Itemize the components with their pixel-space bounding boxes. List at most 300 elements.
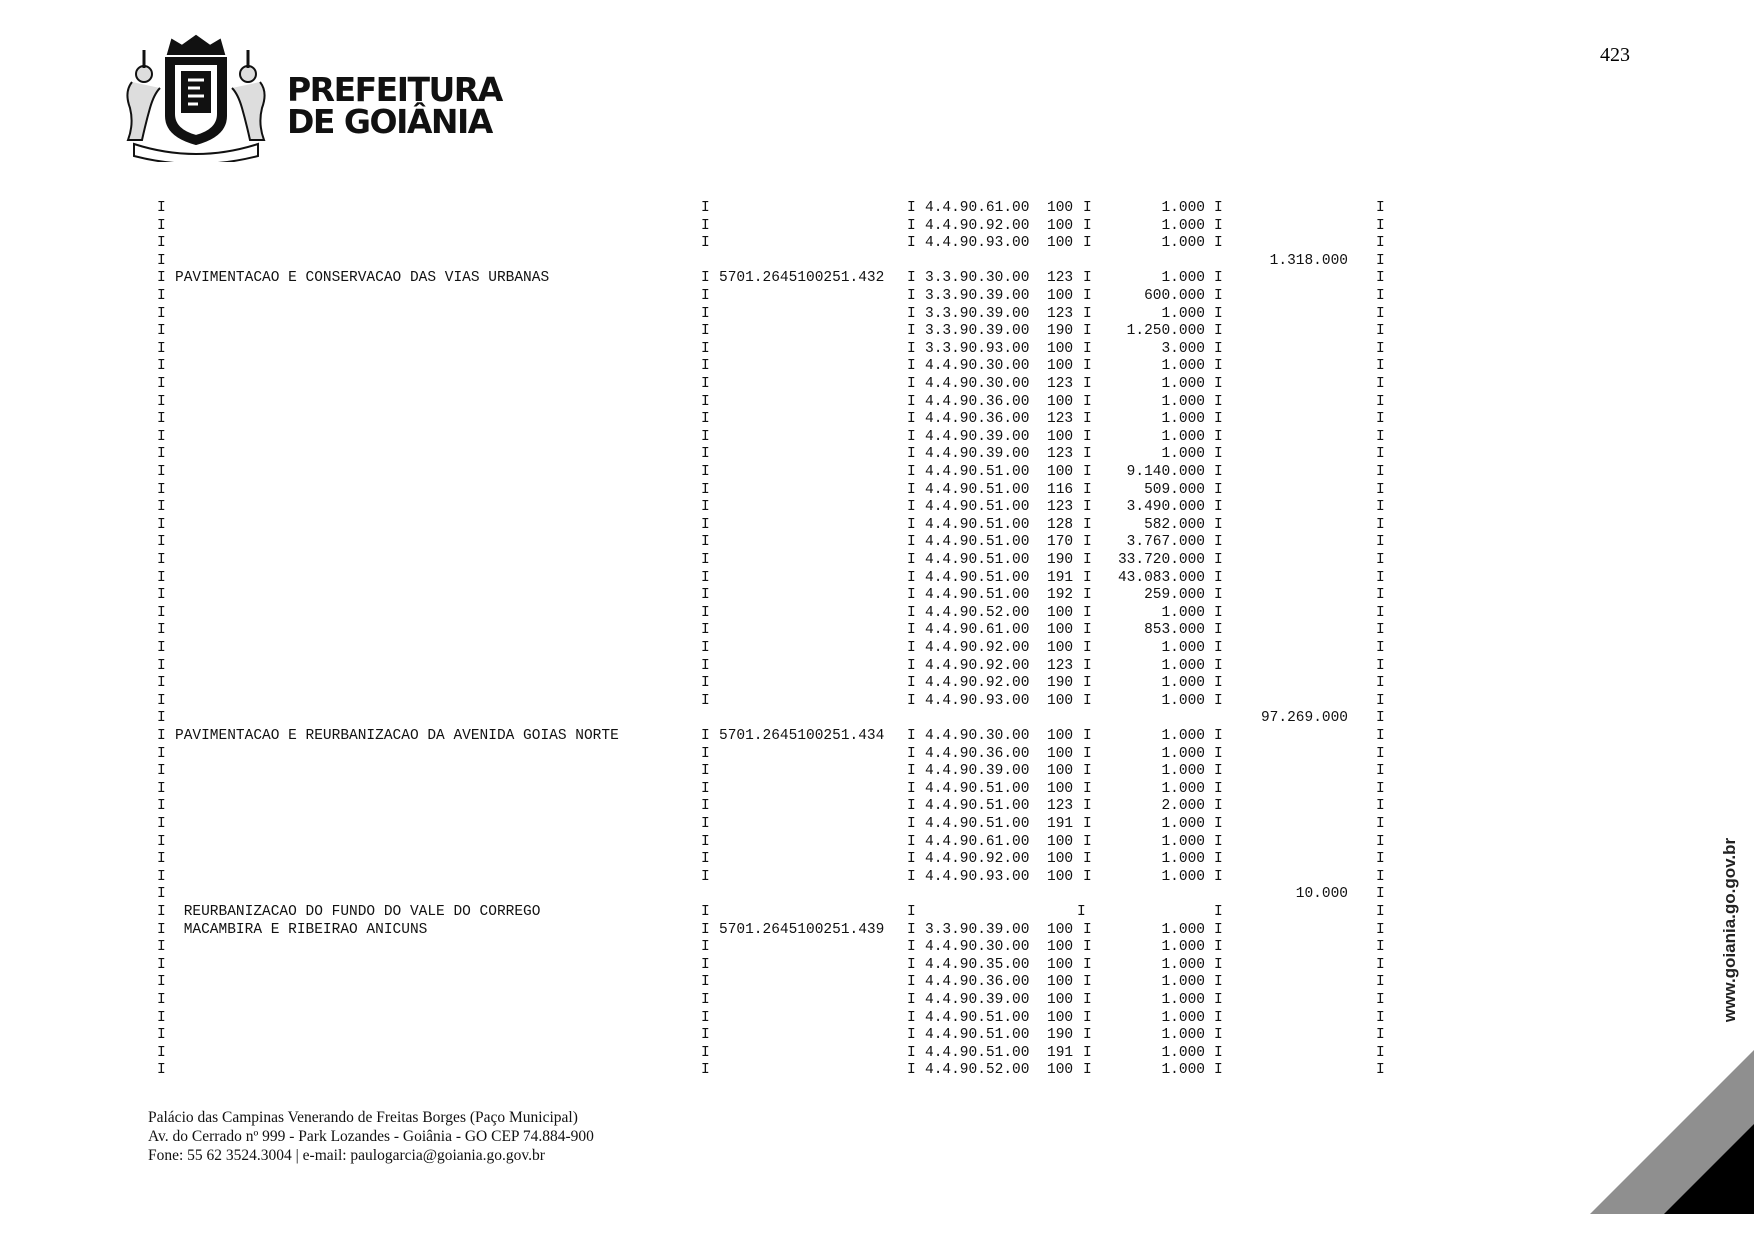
source-code: 100 xyxy=(1047,235,1074,252)
source-code: 100 xyxy=(1047,780,1074,797)
border-bar: I xyxy=(907,675,916,692)
border-bar: I xyxy=(1376,376,1385,392)
border-bar: I xyxy=(1214,657,1223,674)
border-bar: I xyxy=(157,340,166,357)
border-bar: I xyxy=(1214,1062,1223,1079)
border-bar: I xyxy=(1214,868,1223,885)
border-bar: I xyxy=(1214,340,1223,357)
border-bar: I xyxy=(1083,200,1092,216)
border-bar: I xyxy=(907,1062,916,1079)
coat-of-arms-logo xyxy=(120,32,272,162)
table-row xyxy=(0,464,1754,481)
border-bar: I xyxy=(1214,376,1223,392)
border-bar: I xyxy=(701,200,710,216)
border-bar: I xyxy=(907,235,916,252)
border-bar: I xyxy=(1376,868,1385,885)
border-bar: I xyxy=(701,376,710,392)
table-row xyxy=(0,570,1754,587)
border-bar: I xyxy=(1376,640,1385,656)
table-row xyxy=(0,446,1754,463)
expense-nature-code: 4.4.90.51.00 xyxy=(925,552,1030,568)
border-bar: I xyxy=(907,604,916,621)
border-bar: I xyxy=(157,252,166,269)
border-bar: I xyxy=(907,833,916,850)
source-code: 100 xyxy=(1047,728,1074,744)
border-bar: I xyxy=(1376,833,1385,850)
expense-nature-code: 4.4.90.61.00 xyxy=(925,200,1030,216)
source-code: 100 xyxy=(1047,217,1074,234)
expense-nature-code: 4.4.90.36.00 xyxy=(925,393,1030,410)
border-bar: I xyxy=(1376,728,1385,744)
table-row xyxy=(0,851,1754,868)
city-hall-wordmark xyxy=(287,70,502,141)
corner-decoration xyxy=(1590,1050,1754,1214)
border-bar: I xyxy=(1376,657,1385,674)
border-bar: I xyxy=(907,464,916,480)
table-row xyxy=(0,376,1754,393)
border-bar: I xyxy=(1214,798,1223,815)
amount-value: 1.000 xyxy=(1161,833,1205,850)
border-bar: I xyxy=(1214,692,1223,709)
border-bar: I xyxy=(907,411,916,428)
amount-value: 1.000 xyxy=(1161,692,1205,709)
source-code: 100 xyxy=(1047,921,1074,938)
table-row xyxy=(0,306,1754,323)
border-bar: I xyxy=(1083,552,1092,568)
source-code: 190 xyxy=(1047,552,1074,568)
expense-nature-code: 4.4.90.52.00 xyxy=(925,604,1030,621)
border-bar: I xyxy=(907,534,916,551)
border-bar: I xyxy=(1083,569,1092,586)
border-bar: I xyxy=(1083,323,1092,340)
border-bar: I xyxy=(1214,428,1223,445)
border-bar: I xyxy=(1376,921,1385,938)
border-bar: I xyxy=(1083,1062,1092,1079)
border-bar: I xyxy=(701,640,710,656)
border-bar: I xyxy=(157,622,166,639)
border-bar: I xyxy=(157,1027,166,1044)
border-bar: I xyxy=(701,851,710,868)
expense-nature-code: 3.3.90.30.00 xyxy=(925,270,1030,287)
border-bar: I xyxy=(1083,622,1092,639)
table-row xyxy=(0,499,1754,516)
table-row xyxy=(0,763,1754,780)
expense-nature-code: 3.3.90.39.00 xyxy=(925,921,1030,938)
amount-value: 33.720.000 xyxy=(1117,552,1205,568)
expense-nature-code: 4.4.90.39.00 xyxy=(925,763,1030,780)
border-bar: I xyxy=(1376,217,1385,234)
expense-nature-code: 4.4.90.92.00 xyxy=(925,217,1030,234)
table-row xyxy=(0,869,1754,886)
border-bar: I xyxy=(1376,340,1385,357)
amount-value: 1.000 xyxy=(1161,376,1205,392)
amount-value: 3.000 xyxy=(1161,340,1205,357)
border-bar: I xyxy=(1083,340,1092,357)
border-bar: I xyxy=(157,411,166,428)
border-bar: I xyxy=(701,816,710,832)
border-bar: I xyxy=(157,446,166,463)
border-bar: I xyxy=(1376,622,1385,639)
border-bar: I xyxy=(907,692,916,709)
border-bar: I xyxy=(1214,921,1223,938)
source-code: 100 xyxy=(1047,851,1074,868)
border-bar: I xyxy=(701,534,710,551)
amount-value: 1.250.000 xyxy=(1126,323,1205,340)
table-row xyxy=(0,218,1754,235)
source-code: 100 xyxy=(1047,1009,1074,1026)
border-bar: I xyxy=(1214,446,1223,463)
border-bar: I xyxy=(1083,305,1092,322)
expense-nature-code: 4.4.90.51.00 xyxy=(925,464,1030,480)
source-code: 191 xyxy=(1047,569,1074,586)
border-bar: I xyxy=(907,904,916,920)
border-bar: I xyxy=(1376,710,1385,727)
project-description: MACAMBIRA E RIBEIRAO ANICUNS xyxy=(175,921,428,938)
table-row xyxy=(0,358,1754,375)
border-bar: I xyxy=(1376,974,1385,991)
border-bar: I xyxy=(157,587,166,604)
program-code: 5701.2645100251.432 xyxy=(719,270,885,287)
border-bar: I xyxy=(157,745,166,762)
border-bar: I xyxy=(1083,534,1092,551)
border-bar: I xyxy=(157,516,166,533)
source-code: 100 xyxy=(1047,622,1074,639)
source-code: 116 xyxy=(1047,481,1074,498)
amount-value: 1.000 xyxy=(1161,868,1205,885)
border-bar: I xyxy=(157,1009,166,1026)
border-bar: I xyxy=(157,798,166,815)
amount-value: 1.000 xyxy=(1161,763,1205,780)
project-description: PAVIMENTACAO E REURBANIZACAO DA AVENIDA GOIAS NORTE xyxy=(175,728,619,744)
border-bar: I xyxy=(1376,200,1385,216)
expense-nature-code: 4.4.90.51.00 xyxy=(925,1044,1030,1061)
border-bar: I xyxy=(701,516,710,533)
amount-value: 1.000 xyxy=(1161,217,1205,234)
table-row xyxy=(0,1062,1754,1079)
border-bar: I xyxy=(1376,534,1385,551)
border-bar: I xyxy=(1376,604,1385,621)
amount-value: 1.000 xyxy=(1161,657,1205,674)
border-bar: I xyxy=(907,569,916,586)
border-bar: I xyxy=(1214,1044,1223,1061)
border-bar: I xyxy=(1214,217,1223,234)
border-bar: I xyxy=(1376,992,1385,1008)
border-bar: I xyxy=(157,728,166,744)
border-bar: I xyxy=(1376,587,1385,604)
border-bar: I xyxy=(701,1009,710,1026)
border-bar: I xyxy=(701,288,710,304)
expense-nature-code: 3.3.90.39.00 xyxy=(925,323,1030,340)
border-bar: I xyxy=(157,780,166,797)
border-bar: I xyxy=(701,956,710,973)
expense-nature-code: 4.4.90.36.00 xyxy=(925,745,1030,762)
source-code: 190 xyxy=(1047,1027,1074,1044)
border-bar: I xyxy=(1214,481,1223,498)
amount-value: 1.000 xyxy=(1161,851,1205,868)
border-bar: I xyxy=(1214,904,1223,920)
border-bar: I xyxy=(157,992,166,1008)
expense-nature-code: 4.4.90.51.00 xyxy=(925,780,1030,797)
border-bar: I xyxy=(157,305,166,322)
border-bar: I xyxy=(907,851,916,868)
program-code: 5701.2645100251.434 xyxy=(719,728,885,744)
expense-nature-code: 4.4.90.51.00 xyxy=(925,816,1030,832)
amount-value: 1.000 xyxy=(1161,200,1205,216)
amount-value: 509.000 xyxy=(1144,481,1205,498)
table-row xyxy=(0,798,1754,815)
budget-report-table xyxy=(0,200,1754,1090)
footer-line-1: Palácio das Campinas Venerando de Freitas Borges (Paço Municipal) xyxy=(148,1109,578,1126)
border-bar: I xyxy=(701,587,710,604)
border-bar: I xyxy=(157,499,166,516)
border-bar: I xyxy=(1214,1009,1223,1026)
border-bar: I xyxy=(1214,939,1223,956)
border-bar: I xyxy=(907,1027,916,1044)
border-bar: I xyxy=(701,921,710,938)
expense-nature-code: 4.4.90.93.00 xyxy=(925,235,1030,252)
table-row xyxy=(0,235,1754,252)
border-bar: I xyxy=(907,587,916,604)
border-bar: I xyxy=(1083,235,1092,252)
source-code: 123 xyxy=(1047,270,1074,287)
expense-nature-code: 4.4.90.51.00 xyxy=(925,1009,1030,1026)
border-bar: I xyxy=(1083,604,1092,621)
border-bar: I xyxy=(701,446,710,463)
border-bar: I xyxy=(157,552,166,568)
expense-nature-code: 4.4.90.30.00 xyxy=(925,728,1030,744)
amount-value: 853.000 xyxy=(1144,622,1205,639)
border-bar: I xyxy=(1083,288,1092,304)
border-bar: I xyxy=(1083,270,1092,287)
border-bar: I xyxy=(1376,323,1385,340)
border-bar: I xyxy=(701,833,710,850)
border-bar: I xyxy=(1214,728,1223,744)
border-bar: I xyxy=(907,358,916,375)
border-bar: I xyxy=(1083,851,1092,868)
amount-value: 1.000 xyxy=(1161,745,1205,762)
border-bar: I xyxy=(1083,675,1092,692)
table-row xyxy=(0,605,1754,622)
expense-nature-code: 4.4.90.36.00 xyxy=(925,974,1030,991)
border-bar: I xyxy=(1083,833,1092,850)
border-bar: I xyxy=(1083,428,1092,445)
border-bar: I xyxy=(907,376,916,392)
border-bar: I xyxy=(157,1044,166,1061)
border-bar: I xyxy=(1083,446,1092,463)
border-bar: I xyxy=(1083,499,1092,516)
expense-nature-code: 4.4.90.93.00 xyxy=(925,868,1030,885)
border-bar: I xyxy=(1083,1044,1092,1061)
source-code: 100 xyxy=(1047,868,1074,885)
border-bar: I xyxy=(701,798,710,815)
source-code: 123 xyxy=(1047,499,1074,516)
border-bar: I xyxy=(157,868,166,885)
border-bar: I xyxy=(157,217,166,234)
border-bar: I xyxy=(1083,956,1092,973)
border-bar: I xyxy=(1376,780,1385,797)
border-bar: I xyxy=(701,499,710,516)
border-bar: I xyxy=(701,745,710,762)
border-bar: I xyxy=(1214,956,1223,973)
expense-nature-code: 3.3.90.93.00 xyxy=(925,340,1030,357)
table-row xyxy=(0,675,1754,692)
expense-nature-code: 4.4.90.35.00 xyxy=(925,956,1030,973)
border-bar: I xyxy=(1214,323,1223,340)
border-bar: I xyxy=(1376,305,1385,322)
border-bar: I xyxy=(907,340,916,357)
border-bar: I xyxy=(1083,411,1092,428)
border-bar: I xyxy=(1214,305,1223,322)
amount-value: 1.000 xyxy=(1161,270,1205,287)
border-bar: I xyxy=(1214,270,1223,287)
expense-nature-code: 3.3.90.39.00 xyxy=(925,305,1030,322)
border-bar: I xyxy=(1376,692,1385,709)
expense-nature-code: 4.4.90.51.00 xyxy=(925,481,1030,498)
border-bar: I xyxy=(701,1044,710,1061)
border-bar: I xyxy=(701,393,710,410)
expense-nature-code: 4.4.90.30.00 xyxy=(925,358,1030,375)
border-bar: I xyxy=(1214,622,1223,639)
border-bar: I xyxy=(157,323,166,340)
border-bar: I xyxy=(157,235,166,252)
border-bar: I xyxy=(157,886,166,903)
source-code: 100 xyxy=(1047,745,1074,762)
border-bar: I xyxy=(907,921,916,938)
amount-value: 1.000 xyxy=(1161,1044,1205,1061)
border-bar: I xyxy=(1083,974,1092,991)
subtotal-value: 97.269.000 xyxy=(1260,710,1348,727)
expense-nature-code: 4.4.90.36.00 xyxy=(925,411,1030,428)
border-bar: I xyxy=(701,728,710,744)
border-bar: I xyxy=(1083,939,1092,956)
border-bar: I xyxy=(701,1062,710,1079)
border-bar: I xyxy=(157,710,166,727)
wordmark-line-2: DE GOIÂNIA xyxy=(287,102,492,141)
border-bar: I xyxy=(701,604,710,621)
border-bar: I xyxy=(1376,464,1385,480)
border-bar: I xyxy=(907,956,916,973)
border-bar: I xyxy=(701,569,710,586)
border-bar: I xyxy=(1214,745,1223,762)
border-bar: I xyxy=(1083,1009,1092,1026)
border-bar: I xyxy=(1376,428,1385,445)
source-code: 100 xyxy=(1047,763,1074,780)
border-bar: I xyxy=(1214,763,1223,780)
border-bar: I xyxy=(1214,288,1223,304)
source-code: 191 xyxy=(1047,1044,1074,1061)
border-bar: I xyxy=(907,428,916,445)
amount-value: 1.000 xyxy=(1161,411,1205,428)
border-bar: I xyxy=(1214,780,1223,797)
border-bar: I xyxy=(907,939,916,956)
border-bar: I xyxy=(701,868,710,885)
border-bar: I xyxy=(701,270,710,287)
source-code: 123 xyxy=(1047,798,1074,815)
border-bar: I xyxy=(1083,657,1092,674)
border-bar: I xyxy=(1376,393,1385,410)
table-row xyxy=(0,922,1754,939)
border-bar: I xyxy=(157,534,166,551)
amount-value: 1.000 xyxy=(1161,816,1205,832)
expense-nature-code: 4.4.90.52.00 xyxy=(925,1062,1030,1079)
table-row xyxy=(0,534,1754,551)
border-bar: I xyxy=(701,358,710,375)
border-bar: I xyxy=(157,288,166,304)
table-row xyxy=(0,728,1754,745)
border-bar: I xyxy=(157,692,166,709)
border-bar: I xyxy=(157,393,166,410)
source-code: 100 xyxy=(1047,358,1074,375)
border-bar: I xyxy=(157,956,166,973)
expense-nature-code: 3.3.90.39.00 xyxy=(925,288,1030,304)
border-bar: I xyxy=(1214,393,1223,410)
border-bar: I xyxy=(1376,816,1385,832)
source-code: 100 xyxy=(1047,200,1074,216)
amount-value: 1.000 xyxy=(1161,1062,1205,1079)
border-bar: I xyxy=(701,217,710,234)
border-bar: I xyxy=(1376,1009,1385,1026)
amount-value: 1.000 xyxy=(1161,640,1205,656)
footer-address xyxy=(148,1108,594,1165)
border-bar: I xyxy=(1214,358,1223,375)
border-bar: I xyxy=(1376,1027,1385,1044)
border-bar: I xyxy=(907,992,916,1008)
table-row xyxy=(0,693,1754,710)
table-row xyxy=(0,288,1754,305)
border-bar: I xyxy=(1083,798,1092,815)
border-bar: I xyxy=(1376,552,1385,568)
border-bar: I xyxy=(907,323,916,340)
border-bar: I xyxy=(907,516,916,533)
border-bar: I xyxy=(1083,640,1092,656)
border-bar: I xyxy=(701,235,710,252)
expense-nature-code: 4.4.90.30.00 xyxy=(925,376,1030,392)
border-bar: I xyxy=(907,1009,916,1026)
subtotal-value: 10.000 xyxy=(1295,886,1348,903)
expense-nature-code: 4.4.90.51.00 xyxy=(925,516,1030,533)
border-bar: I xyxy=(157,904,166,920)
source-code: 123 xyxy=(1047,305,1074,322)
table-row xyxy=(0,816,1754,833)
expense-nature-code: 4.4.90.61.00 xyxy=(925,833,1030,850)
border-bar: I xyxy=(157,675,166,692)
border-bar: I xyxy=(907,728,916,744)
border-bar: I xyxy=(907,745,916,762)
source-code: 100 xyxy=(1047,939,1074,956)
footer-line-2: Av. do Cerrado nº 999 - Park Lozandes - Goiânia - GO CEP 74.884-900 xyxy=(148,1128,594,1145)
source-code: 100 xyxy=(1047,692,1074,709)
border-bar: I xyxy=(157,939,166,956)
expense-nature-code: 4.4.90.51.00 xyxy=(925,569,1030,586)
source-code: 123 xyxy=(1047,657,1074,674)
subtotal-row xyxy=(0,710,1754,727)
amount-value: 600.000 xyxy=(1144,288,1205,304)
border-bar: I xyxy=(1083,780,1092,797)
border-bar: I xyxy=(907,552,916,568)
border-bar: I xyxy=(701,305,710,322)
source-code: 100 xyxy=(1047,974,1074,991)
expense-nature-code: 4.4.90.51.00 xyxy=(925,798,1030,815)
border-bar: I xyxy=(907,816,916,832)
table-row xyxy=(0,904,1754,921)
border-bar: I xyxy=(907,657,916,674)
border-bar: I xyxy=(157,464,166,480)
border-bar: I xyxy=(907,622,916,639)
source-code: 100 xyxy=(1047,393,1074,410)
amount-value: 1.000 xyxy=(1161,974,1205,991)
subtotal-row xyxy=(0,886,1754,903)
table-row xyxy=(0,1027,1754,1044)
